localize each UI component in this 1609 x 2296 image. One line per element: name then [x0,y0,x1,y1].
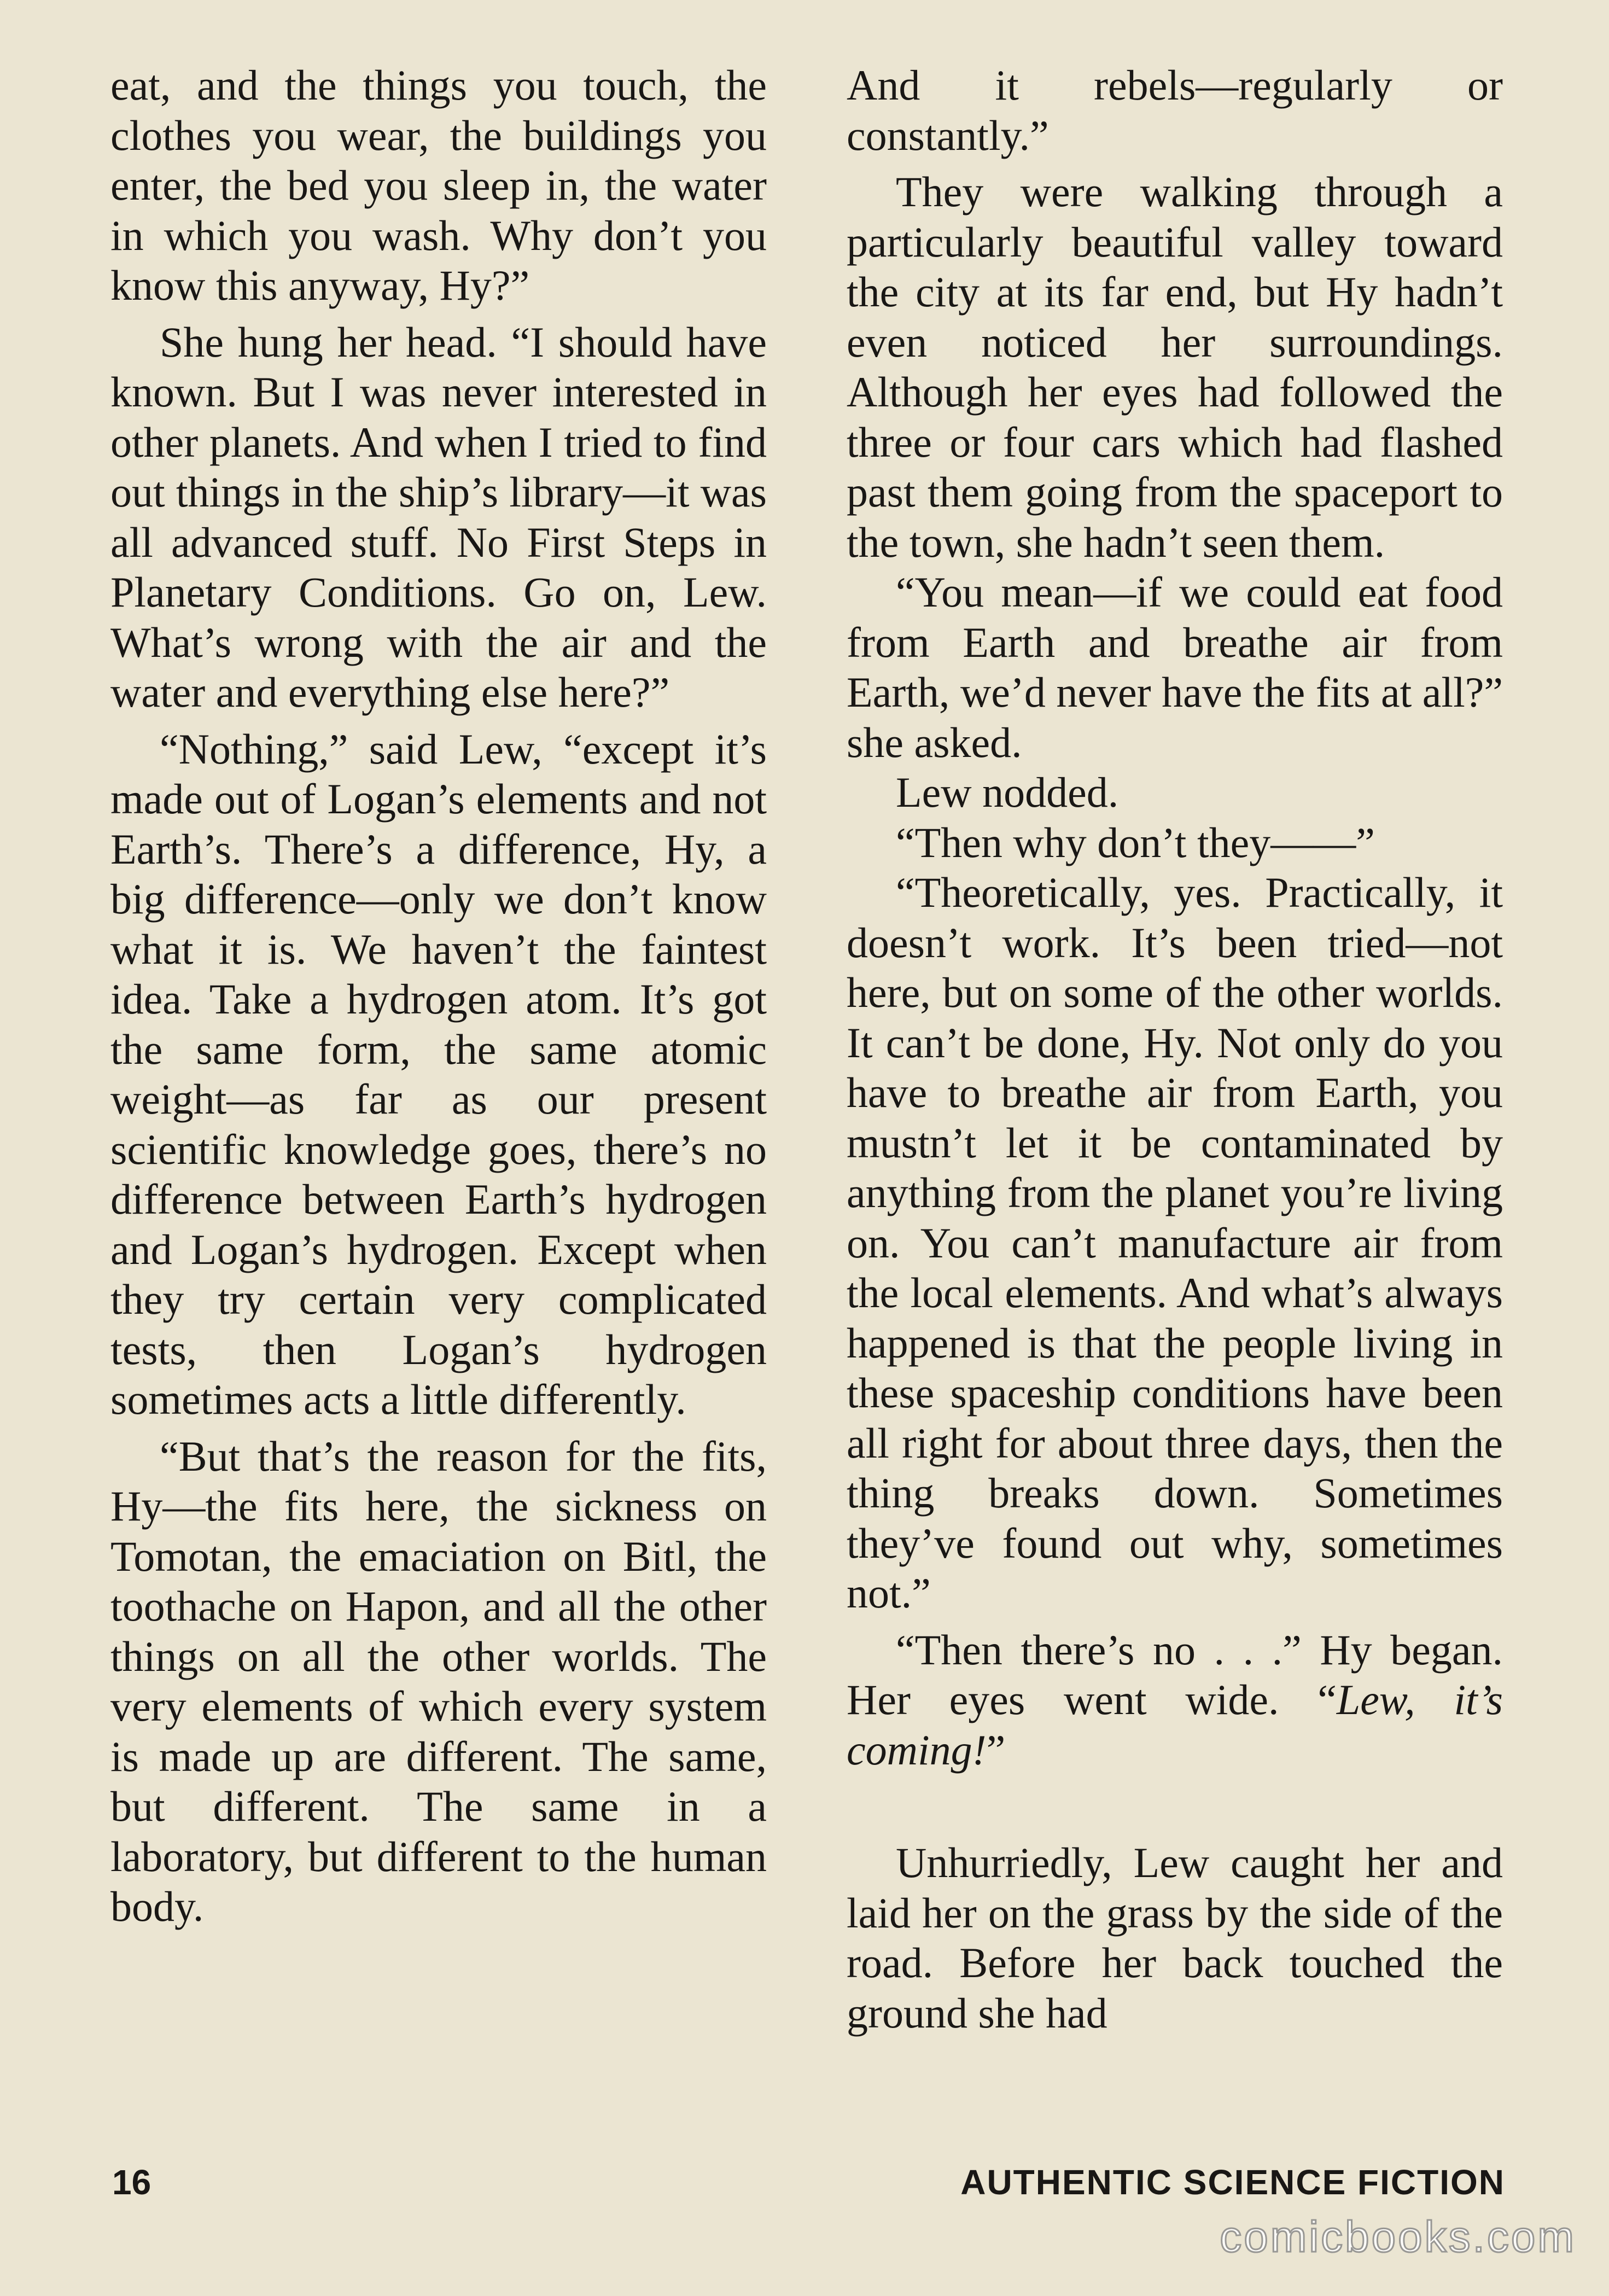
watermark: comicbooks.com [1220,2212,1576,2261]
left-column [110,60,767,1932]
closing-quote: ” [986,1726,1006,1774]
paragraph: They were walking through a particularly beautiful valley toward the city at its far end, but Hy hadn’t even noticed her surroundings. Although her eyes had followed the three or four cars which had flashed past them going from the spaceport to the town, she hadn’t seen them. [847,168,1503,566]
paragraph: And it rebels—regularly or constantly.” [847,61,1503,159]
paragraph: She hung her head. “I should have known. But I was never interested in other planets. And when I tried to find out things in the ship’s library—it was all advanced stuff. No First Steps in Planetary Conditions. Go on, Lew. What’s wrong with the air and the water and everything else here?” [110,318,767,716]
right-column [847,60,1503,2038]
running-footer-title: AUTHENTIC SCIENCE FICTION [960,2163,1505,2202]
paragraph: Lew nodded. [896,768,1119,816]
paragraph [847,1625,1503,1775]
paragraph: “You mean—if we could eat food from Earth and breathe air from Earth, we’d never have the fits at all?” she asked. [847,568,1503,766]
paragraph: “Theoretically, yes. Practically, it doesn’t work. It’s been tried—not here, but on some of the other worlds. It can’t be done, Hy. Not only do you have to breathe air from Earth, you mustn’t let it be contaminated by anything from the planet you’re living on. You can’t manufacture air from the local elements. And what’s always happened is that the people living in these spaceship conditions have been all right for about three days, then the thing breaks down. Sometimes they’ve found out why, sometimes not.” [847,869,1503,1617]
paragraph: “Nothing,” said Lew, “except it’s made out of Logan’s elements and not Earth’s. There’s a difference, Hy, a big difference—only we don’t know what it is. We haven’t the faintest idea. Take a hydrogen atom. It’s got the same form, the same atomic weight—as far as our present scientific knowledge goes, there’s no difference between Earth’s hydrogen and Logan’s hydrogen. Except when they try certain very complicated tests, then Logan’s hydrogen sometimes acts a little differently. [110,725,767,1423]
paragraph: Unhurriedly, Lew caught her and laid her on the grass by the side of the road. Before her back touched the ground she had [847,1839,1503,2037]
italic-dialogue: Lew, it’s coming! [847,1676,1503,1774]
paragraph: eat, and the things you touch, the clothes you wear, the buildings you enter, the bed you sleep in, the water in which you wash. Why don’t you know this anyway, Hy?” [110,61,767,309]
dialogue-text: “Then there’s no . . .” Hy began. Her eyes went wide. “ [847,1625,1503,1723]
paragraph: “But that’s the reason for the fits, Hy—the fits here, the sickness on Tomotan, the emaciation on Bitl, the toothache on Hapon, and all the other things on all the other worlds. The very elements of which every system is made up are different. The same, but different. The same in a laboratory, but different to the human body. [110,1432,767,1930]
page-number: 16 [112,2163,151,2202]
paragraph: “Then why don’t they——” [896,818,1375,866]
